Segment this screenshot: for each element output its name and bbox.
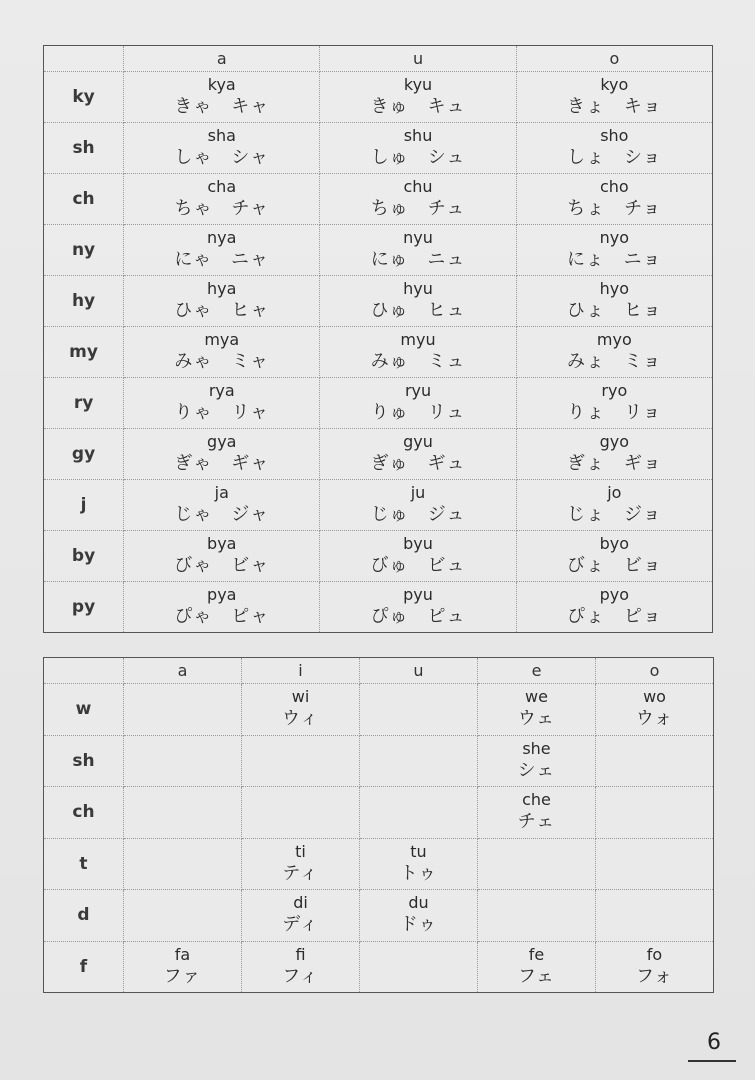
row-header: ry xyxy=(44,378,124,429)
row-header: ch xyxy=(44,174,124,225)
kana-text: にゃ ニャ xyxy=(174,249,270,270)
kana-cell xyxy=(360,941,478,993)
kana-cell xyxy=(124,378,320,429)
romaji-text: gyo xyxy=(599,432,630,451)
kana-text: チェ xyxy=(517,811,556,833)
kana-cell xyxy=(360,838,478,890)
row-header: gy xyxy=(44,429,124,480)
romaji-text: sha xyxy=(207,126,236,145)
kana-text: しゃ シャ xyxy=(174,147,270,168)
romaji-text: she xyxy=(522,738,551,758)
page-number: 6 xyxy=(707,1030,721,1055)
romaji-text: bya xyxy=(207,534,237,553)
kana-cell xyxy=(242,941,360,993)
kana-cell xyxy=(124,276,320,327)
kana-text: ちゅ チュ xyxy=(370,198,466,219)
kana-cell xyxy=(242,787,360,839)
romaji-text: chu xyxy=(403,177,433,196)
romaji-text: ti xyxy=(295,841,306,861)
romaji-text: ja xyxy=(214,483,229,502)
column-header-o: o xyxy=(596,658,714,684)
kana-cell xyxy=(478,941,596,993)
table-row xyxy=(44,174,713,225)
column-header-u: u xyxy=(360,658,478,684)
kana-text: びょ ビョ xyxy=(566,555,662,576)
extended-katakana-table xyxy=(43,657,714,993)
kana-text: きゅ キュ xyxy=(370,96,466,117)
row-header: my xyxy=(44,327,124,378)
kana-cell xyxy=(516,480,712,531)
yoon-header-row xyxy=(44,46,713,72)
kana-text: みょ ミョ xyxy=(567,351,662,372)
column-header-i: i xyxy=(242,658,360,684)
kana-cell xyxy=(124,327,320,378)
romaji-text: pyo xyxy=(599,585,630,604)
kana-cell xyxy=(320,225,516,276)
kana-cell xyxy=(516,327,712,378)
yoon-table xyxy=(43,45,713,633)
kana-text: じゅ ジュ xyxy=(370,504,466,525)
kana-text: ディ xyxy=(282,914,319,936)
kana-cell xyxy=(124,890,242,942)
kana-text: ちょ チョ xyxy=(567,198,662,219)
table-row xyxy=(44,941,714,993)
romaji-text: hya xyxy=(207,279,237,298)
kana-cell xyxy=(242,684,360,736)
kana-cell xyxy=(516,72,712,123)
row-header: by xyxy=(44,531,124,582)
table-row xyxy=(44,684,714,736)
kana-text: ぎょ ギョ xyxy=(566,453,662,474)
kana-cell xyxy=(124,174,320,225)
romaji-text: fo xyxy=(646,944,663,964)
kana-text: きゃ キャ xyxy=(174,96,270,117)
romaji-text: we xyxy=(525,687,548,707)
table-row xyxy=(44,123,713,174)
kana-cell xyxy=(320,72,516,123)
kana-cell xyxy=(478,838,596,890)
kana-cell xyxy=(360,890,478,942)
kana-cell xyxy=(596,735,714,787)
romaji-text: ryu xyxy=(404,381,432,400)
kana-cell xyxy=(516,378,712,429)
romaji-text: wi xyxy=(291,687,310,707)
kana-cell xyxy=(242,838,360,890)
kana-text: しょ ショ xyxy=(567,147,662,168)
romaji-text: myu xyxy=(400,330,436,349)
kana-cell xyxy=(124,531,320,582)
kana-cell xyxy=(320,531,516,582)
kana-text: フィ xyxy=(282,965,319,987)
column-header-a: a xyxy=(124,46,320,72)
kana-cell xyxy=(478,787,596,839)
romaji-text: hyo xyxy=(599,279,630,298)
romaji-text: pyu xyxy=(403,585,433,604)
romaji-text: wo xyxy=(643,687,666,707)
table-row xyxy=(44,72,713,123)
kana-text: りゃ リャ xyxy=(174,402,269,423)
romaji-text: fe xyxy=(528,944,545,964)
kana-text: ウィ xyxy=(282,708,319,730)
kana-text: シェ xyxy=(517,759,556,781)
kana-cell xyxy=(478,684,596,736)
romaji-text: fi xyxy=(295,944,306,964)
extended-header-row xyxy=(44,658,714,684)
kana-cell xyxy=(516,429,712,480)
romaji-text: kyu xyxy=(403,75,433,94)
row-header: w xyxy=(44,684,124,736)
kana-cell xyxy=(320,276,516,327)
table-row xyxy=(44,838,714,890)
romaji-text: gyu xyxy=(403,432,433,451)
kana-cell xyxy=(596,787,714,839)
kana-text: りゅ リュ xyxy=(370,402,466,423)
row-header: t xyxy=(44,838,124,890)
romaji-text: di xyxy=(293,893,308,913)
kana-text: びゃ ビャ xyxy=(174,555,270,576)
table-row xyxy=(44,378,713,429)
row-header: f xyxy=(44,941,124,993)
kana-cell xyxy=(360,735,478,787)
romaji-text: ryo xyxy=(601,381,628,400)
kana-cell xyxy=(242,890,360,942)
kana-cell xyxy=(124,838,242,890)
kana-text: ぴょ ピョ xyxy=(566,606,662,627)
romaji-text: nyo xyxy=(599,228,630,247)
table-row xyxy=(44,890,714,942)
kana-cell xyxy=(320,327,516,378)
table-row xyxy=(44,327,713,378)
kana-cell xyxy=(516,531,712,582)
row-header: ch xyxy=(44,787,124,839)
romaji-text: hyu xyxy=(403,279,433,298)
romaji-text: rya xyxy=(208,381,235,400)
kana-text: トゥ xyxy=(399,862,438,884)
romaji-text: cha xyxy=(207,177,237,196)
romaji-text: byu xyxy=(403,534,433,553)
column-header-u: u xyxy=(320,46,516,72)
romaji-text: cho xyxy=(599,177,629,196)
kana-text: ひゅ ヒュ xyxy=(370,300,466,321)
table-row xyxy=(44,225,713,276)
romaji-text: kyo xyxy=(600,75,629,94)
row-header: py xyxy=(44,582,124,633)
romaji-text: shu xyxy=(403,126,433,145)
row-header: ky xyxy=(44,72,124,123)
kana-text: ドゥ xyxy=(399,914,438,936)
kana-text: りょ リョ xyxy=(567,402,662,423)
kana-text: ちゃ チャ xyxy=(174,198,269,219)
column-header-o: o xyxy=(516,46,712,72)
kana-text: びゅ ビュ xyxy=(370,555,466,576)
kana-cell xyxy=(516,174,712,225)
kana-cell xyxy=(124,787,242,839)
kana-cell xyxy=(516,276,712,327)
kana-cell xyxy=(320,123,516,174)
kana-cell xyxy=(516,582,712,633)
kana-text: しゅ シュ xyxy=(370,147,466,168)
kana-text: みゃ ミャ xyxy=(174,351,270,372)
kana-cell xyxy=(596,941,714,993)
row-header: sh xyxy=(44,123,124,174)
kana-cell xyxy=(320,480,516,531)
kana-text: ウォ xyxy=(635,708,674,730)
kana-cell xyxy=(478,735,596,787)
romaji-text: tu xyxy=(410,841,427,861)
kana-text: ぎゃ ギャ xyxy=(174,453,270,474)
kana-text: ひょ ヒョ xyxy=(566,300,662,321)
romaji-text: byo xyxy=(599,534,630,553)
romaji-text: nyu xyxy=(403,228,433,247)
romaji-text: che xyxy=(522,790,551,810)
romaji-text: ju xyxy=(410,483,426,502)
corner-cell xyxy=(44,46,124,72)
kana-cell xyxy=(360,684,478,736)
table-row xyxy=(44,531,713,582)
column-header-a: a xyxy=(124,658,242,684)
kana-cell xyxy=(478,890,596,942)
kana-cell xyxy=(596,890,714,942)
romaji-text: pya xyxy=(207,585,237,604)
kana-text: きょ キョ xyxy=(566,96,662,117)
romaji-text: jo xyxy=(607,483,622,502)
kana-text: フォ xyxy=(635,965,674,987)
kana-cell xyxy=(124,225,320,276)
kana-cell xyxy=(124,72,320,123)
kana-cell xyxy=(320,429,516,480)
kana-text: ティ xyxy=(282,862,319,884)
kana-text: にゅ ニュ xyxy=(370,249,466,270)
kana-cell xyxy=(124,582,320,633)
kana-text: ぴゃ ピャ xyxy=(174,606,270,627)
kana-cell xyxy=(320,582,516,633)
kana-cell xyxy=(124,480,320,531)
kana-text: ウェ xyxy=(517,708,556,730)
romaji-text: du xyxy=(408,893,429,913)
row-header: d xyxy=(44,890,124,942)
table-row xyxy=(44,582,713,633)
kana-cell xyxy=(596,684,714,736)
kana-cell xyxy=(242,735,360,787)
table-row xyxy=(44,276,713,327)
kana-text: じょ ジョ xyxy=(567,504,662,525)
romaji-text: myo xyxy=(596,330,632,349)
row-header: ny xyxy=(44,225,124,276)
kana-cell xyxy=(360,787,478,839)
kana-text: ぴゅ ピュ xyxy=(370,606,466,627)
table-row xyxy=(44,735,714,787)
kana-text: みゅ ミュ xyxy=(370,351,466,372)
kana-text: ファ xyxy=(163,965,202,987)
table-row xyxy=(44,480,713,531)
romaji-text: kya xyxy=(207,75,236,94)
romaji-text: gya xyxy=(207,432,237,451)
table-row xyxy=(44,429,713,480)
romaji-text: sho xyxy=(600,126,629,145)
row-header: sh xyxy=(44,735,124,787)
row-header: hy xyxy=(44,276,124,327)
kana-cell xyxy=(124,684,242,736)
kana-text: ひゃ ヒャ xyxy=(174,300,270,321)
kana-text: ぎゅ ギュ xyxy=(370,453,466,474)
page-number-underline xyxy=(688,1060,736,1062)
kana-text: にょ ニョ xyxy=(567,249,662,270)
kana-cell xyxy=(124,941,242,993)
row-header: j xyxy=(44,480,124,531)
kana-cell xyxy=(320,378,516,429)
kana-cell xyxy=(124,429,320,480)
kana-cell xyxy=(516,225,712,276)
table-row xyxy=(44,787,714,839)
kana-text: フェ xyxy=(517,965,556,987)
kana-cell xyxy=(124,123,320,174)
kana-text: じゃ ジャ xyxy=(174,504,270,525)
romaji-text: mya xyxy=(204,330,240,349)
romaji-text: fa xyxy=(174,944,191,964)
romaji-text: nya xyxy=(207,228,237,247)
kana-cell xyxy=(516,123,712,174)
column-header-e: e xyxy=(478,658,596,684)
corner-cell xyxy=(44,658,124,684)
kana-cell xyxy=(124,735,242,787)
kana-cell xyxy=(320,174,516,225)
kana-cell xyxy=(596,838,714,890)
